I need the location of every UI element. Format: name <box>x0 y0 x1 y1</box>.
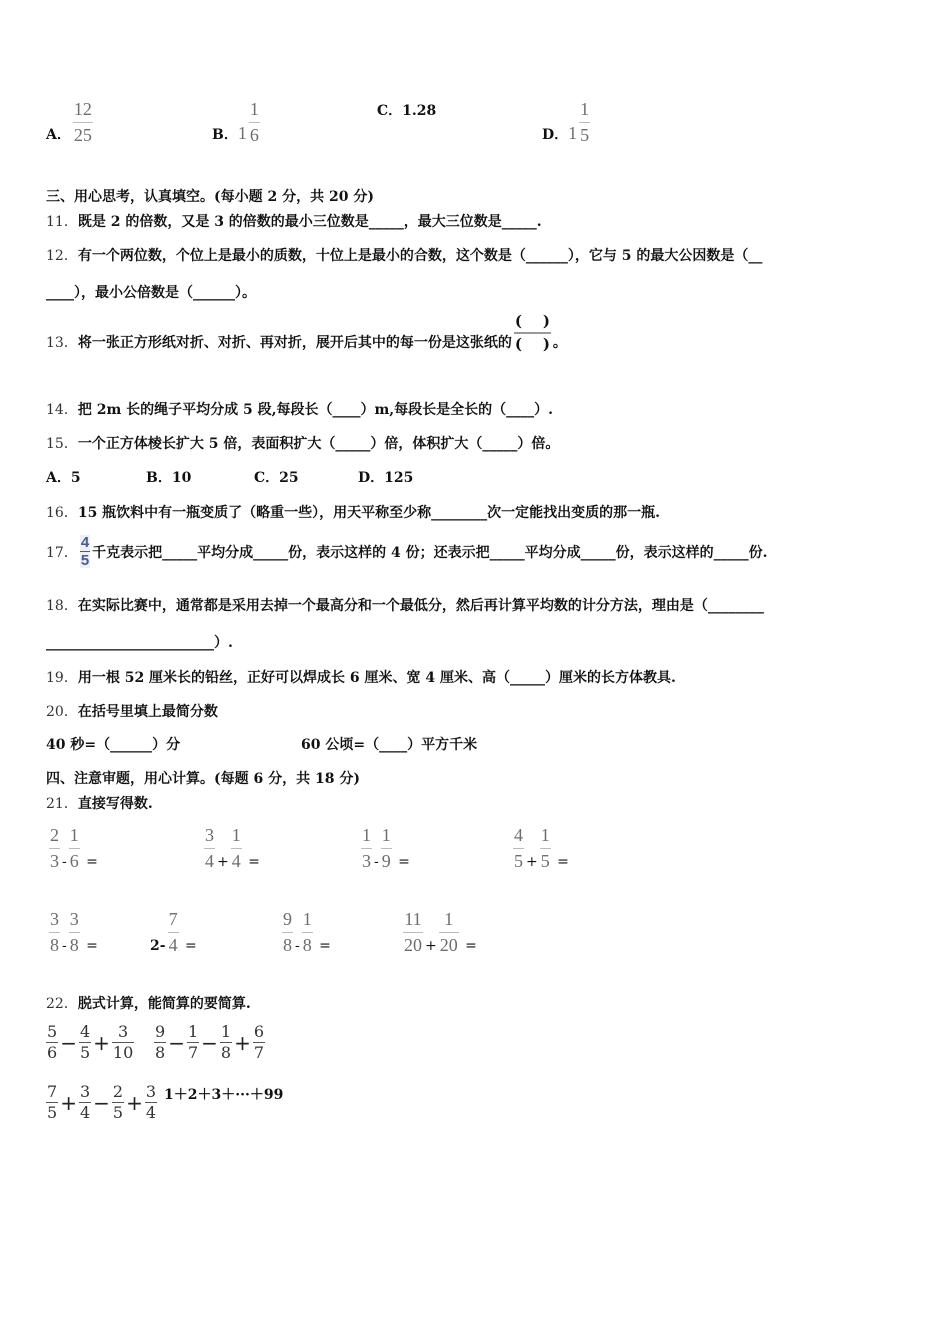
fraction <box>145 1084 157 1121</box>
fraction-bar <box>49 932 60 933</box>
numerator: 7 <box>168 909 178 929</box>
numerator: 3 <box>69 909 79 929</box>
denominator: 8 <box>50 935 59 955</box>
denominator: 5 <box>580 125 590 145</box>
operator: = <box>393 854 410 870</box>
numerator: 6 <box>253 1022 265 1041</box>
operator: = <box>460 938 477 954</box>
question-14 <box>46 399 553 419</box>
operator: + <box>126 1090 143 1115</box>
operator: = <box>180 938 197 954</box>
fraction-bar <box>514 332 551 334</box>
numerator: 1 <box>540 825 550 845</box>
fraction <box>579 100 590 144</box>
text: C．1.28 <box>377 103 437 119</box>
denominator: 3 <box>362 851 371 871</box>
denominator: 7 <box>187 1043 199 1062</box>
fraction-bar <box>69 848 80 849</box>
operator: + <box>60 1090 77 1115</box>
fraction <box>46 1024 58 1061</box>
numerator: 3 <box>145 1082 157 1101</box>
fraction-bar <box>282 932 293 933</box>
operator: - <box>374 854 379 870</box>
numerator: 4 <box>80 534 90 551</box>
denominator: 20 <box>404 935 422 955</box>
text: B．10 <box>146 470 192 486</box>
numerator: 1 <box>220 1022 232 1041</box>
text: 2- <box>150 938 166 954</box>
numerator: 4 <box>79 1022 91 1041</box>
operator: = <box>552 854 569 870</box>
question-16 <box>46 502 660 522</box>
question-17 <box>46 535 768 568</box>
fraction <box>79 1084 91 1121</box>
fraction <box>204 826 215 870</box>
question-21 <box>46 793 153 813</box>
fraction <box>253 1024 265 1061</box>
denominator: 5 <box>80 552 90 569</box>
text: 用一根 52 厘米长的铅丝，正好可以焊成长 6 厘米、宽 4 厘米、高（_____）厘米的长方体教具. <box>77 670 676 686</box>
question-15-option <box>254 467 299 487</box>
operator: − <box>60 1030 77 1055</box>
operator: − <box>201 1030 218 1055</box>
numerator: 9 <box>155 1022 166 1041</box>
operator: + <box>93 1030 110 1055</box>
denominator: 4 <box>231 851 241 871</box>
fraction <box>69 910 80 954</box>
fraction-bar <box>249 122 260 123</box>
question-22 <box>46 993 251 1013</box>
numerator: 1 <box>249 99 259 119</box>
fraction-bar <box>540 848 551 849</box>
numerator: 9 <box>283 909 292 929</box>
previous-choice <box>377 100 436 120</box>
numerator: 12 <box>73 99 92 119</box>
text: 一个正方体棱长扩大 5 倍，表面积扩大（_____）倍，体积扩大（_____）倍。 <box>77 436 560 452</box>
fraction-bar <box>69 932 80 933</box>
numerator: 2 <box>50 825 59 845</box>
previous-choice <box>212 100 262 144</box>
denominator: 5 <box>540 851 550 871</box>
denominator: 6 <box>69 851 79 871</box>
question-15-option <box>146 467 191 487</box>
operator: + <box>425 938 437 954</box>
numerator: 1 <box>187 1022 199 1041</box>
text: 有一个两位数，个位上是最小的质数，十位上是最小的合数，这个数是（______），它与 5 的最大公因数是（__ <box>77 248 763 264</box>
section-4-heading <box>46 768 360 788</box>
text: A． <box>46 127 71 143</box>
fraction <box>187 1024 199 1061</box>
oral-calc-item <box>47 910 98 954</box>
numerator: 1 <box>302 909 312 929</box>
denominator: 5 <box>47 1103 58 1122</box>
oral-calc-item <box>280 910 331 954</box>
denominator: 8 <box>302 935 312 955</box>
text: 将一张正方形纸对折、对折、再对折，展开后其中的每一份是这张纸的 <box>77 335 512 351</box>
operator: − <box>168 1030 185 1055</box>
operator: − <box>93 1090 110 1115</box>
numerator: 1 <box>444 909 454 929</box>
text: 。 <box>552 335 567 351</box>
denominator: 8 <box>155 1043 166 1062</box>
denominator: 20 <box>439 935 458 955</box>
fraction-bar <box>168 932 179 933</box>
denominator: 6 <box>249 125 259 145</box>
question-20 <box>46 701 218 721</box>
fraction-bar <box>579 122 590 123</box>
numerator: 1 <box>381 825 391 845</box>
fraction-bar <box>231 848 242 849</box>
text: 60 公顷=（____）平方千米 <box>301 737 478 753</box>
oral-calc-item <box>202 826 260 870</box>
text: 既是 2 的倍数，又是 3 的倍数的最小三位数是_____，最大三位数是_____. <box>77 214 542 230</box>
fraction <box>168 910 179 954</box>
fraction-bar <box>204 848 215 849</box>
question-number: 20． <box>46 704 78 720</box>
question-number: 17． <box>46 544 78 561</box>
question-number: 13． <box>46 335 78 351</box>
denominator: 6 <box>47 1043 58 1062</box>
denominator: 8 <box>283 935 292 955</box>
numerator: 3 <box>50 909 59 929</box>
denominator: 4 <box>205 851 214 871</box>
text: C．25 <box>254 470 299 486</box>
denominator: 5 <box>514 851 523 871</box>
fraction <box>73 100 93 144</box>
fraction-bar <box>73 122 93 123</box>
fraction <box>361 826 372 870</box>
operator: - <box>62 938 67 954</box>
text: ________________________）. <box>46 635 233 651</box>
text: 把 2m 长的绳子平均分成 5 段,每段长（____）m,每段长是全长的（____）. <box>77 402 554 418</box>
fraction-bar <box>403 932 423 933</box>
text: 四、注意审题，用心计算。(每题 6 分，共 18 分) <box>46 771 360 787</box>
oral-calc-item <box>401 910 477 954</box>
denominator: 8 <box>220 1043 232 1062</box>
denominator: ( ) <box>514 335 550 353</box>
question-20-item <box>46 734 180 754</box>
question-18 <box>46 595 764 615</box>
fraction <box>381 826 392 870</box>
denominator: 10 <box>112 1043 134 1062</box>
numerator: 3 <box>79 1082 91 1101</box>
fraction <box>540 826 551 870</box>
fraction <box>80 535 90 568</box>
question-number: 14． <box>46 402 78 418</box>
previous-choice <box>46 100 95 144</box>
text: D．125 <box>358 470 414 486</box>
fraction <box>112 1084 124 1121</box>
fraction <box>46 1084 58 1121</box>
fraction-bar <box>302 932 313 933</box>
oral-calc-item <box>359 826 410 870</box>
question-19 <box>46 667 676 687</box>
fraction <box>514 314 551 352</box>
denominator: 5 <box>112 1103 124 1122</box>
question-number: 22． <box>46 996 78 1012</box>
numerator: 11 <box>404 909 422 929</box>
fraction-bar <box>361 848 372 849</box>
previous-choice <box>542 100 592 144</box>
operator: - <box>62 854 67 870</box>
text: B． <box>212 127 238 143</box>
numerator: 4 <box>514 825 523 845</box>
text: 1＋2＋3＋···＋99 <box>164 1087 284 1103</box>
question-15-option <box>46 467 81 487</box>
denominator: 4 <box>145 1103 157 1122</box>
fraction <box>220 1024 232 1061</box>
fraction <box>79 1024 91 1061</box>
denominator: 8 <box>69 935 79 955</box>
question-number: 21． <box>46 796 78 812</box>
numerator: 1 <box>580 99 590 119</box>
operator: = <box>81 854 98 870</box>
fraction <box>302 910 313 954</box>
denominator: 3 <box>50 851 59 871</box>
text: 15 瓶饮料中有一瓶变质了（略重一些），用天平称至少称________次一定能找出变质的那一瓶. <box>77 505 661 521</box>
text: 在实际比赛中，通常都是采用去掉一个最高分和一个最低分，然后再计算平均数的计分方法，理由是（________ <box>77 598 764 614</box>
section-3-heading <box>46 186 374 206</box>
text: A．5 <box>46 470 81 486</box>
question-13 <box>46 314 567 352</box>
numerator: 2 <box>112 1082 124 1101</box>
expression <box>152 1024 267 1061</box>
fraction <box>513 826 524 870</box>
numerator: 3 <box>117 1022 129 1041</box>
denominator: 25 <box>73 125 92 145</box>
question-number: 11． <box>46 214 78 230</box>
fraction <box>112 1024 134 1061</box>
fraction <box>69 826 80 870</box>
fraction <box>231 826 242 870</box>
question-11 <box>46 211 542 231</box>
numerator: 1 <box>231 825 241 845</box>
text: 40 秒=（______）分 <box>46 737 181 753</box>
text: 脱式计算，能简算的要简算. <box>77 996 251 1012</box>
operator: + <box>234 1030 251 1055</box>
fraction <box>49 826 60 870</box>
text: 直接写得数. <box>77 796 153 812</box>
operator: = <box>243 854 260 870</box>
fraction <box>439 910 459 954</box>
question-20-item <box>301 734 477 754</box>
operator: - <box>295 938 300 954</box>
question-number: 15． <box>46 436 78 452</box>
question-18-continued <box>46 632 233 652</box>
question-15 <box>46 433 559 453</box>
fraction-bar <box>513 848 524 849</box>
oral-calc-item <box>511 826 569 870</box>
fraction-bar <box>381 848 392 849</box>
operator: + <box>526 854 538 870</box>
text: D． <box>542 127 569 143</box>
operator: = <box>314 938 331 954</box>
fraction-bar <box>439 932 459 933</box>
question-12 <box>46 245 762 265</box>
expression <box>164 1084 283 1104</box>
expression <box>44 1084 159 1121</box>
question-number: 12． <box>46 248 78 264</box>
text: 千克表示把_____平均分成_____份，表示这样的 4 份；还表示把_____平均分成_____份，表示这样的_____份. <box>92 544 768 561</box>
fraction-bar <box>49 848 60 849</box>
denominator: 9 <box>381 851 391 871</box>
operator: + <box>217 854 229 870</box>
question-number: 16． <box>46 505 78 521</box>
text: 三、用心思考，认真填空。(每小题 2 分，共 20 分) <box>46 189 374 205</box>
fraction <box>403 910 423 954</box>
question-number: 19． <box>46 670 78 686</box>
fraction <box>249 100 260 144</box>
numerator: ( ) <box>514 312 550 330</box>
fraction <box>282 910 293 954</box>
fraction <box>49 910 60 954</box>
denominator: 5 <box>79 1043 91 1062</box>
question-15-option <box>358 467 413 487</box>
whole-number: 1 <box>237 123 247 143</box>
numerator: 7 <box>47 1082 58 1101</box>
numerator: 1 <box>362 825 371 845</box>
numerator: 5 <box>47 1022 58 1041</box>
numerator: 3 <box>205 825 214 845</box>
fraction <box>154 1024 166 1061</box>
denominator: 4 <box>79 1103 91 1122</box>
expression <box>44 1024 136 1061</box>
question-12-continued <box>46 282 256 302</box>
text: ____），最小公倍数是（______）。 <box>46 285 256 301</box>
oral-calc-item <box>150 910 197 954</box>
question-number: 18． <box>46 598 78 614</box>
oral-calc-item <box>47 826 98 870</box>
whole-number: 1 <box>568 123 578 143</box>
operator: = <box>81 938 98 954</box>
text: 在括号里填上最简分数 <box>77 704 218 720</box>
denominator: 4 <box>168 935 178 955</box>
numerator: 1 <box>69 825 79 845</box>
denominator: 7 <box>253 1043 265 1062</box>
